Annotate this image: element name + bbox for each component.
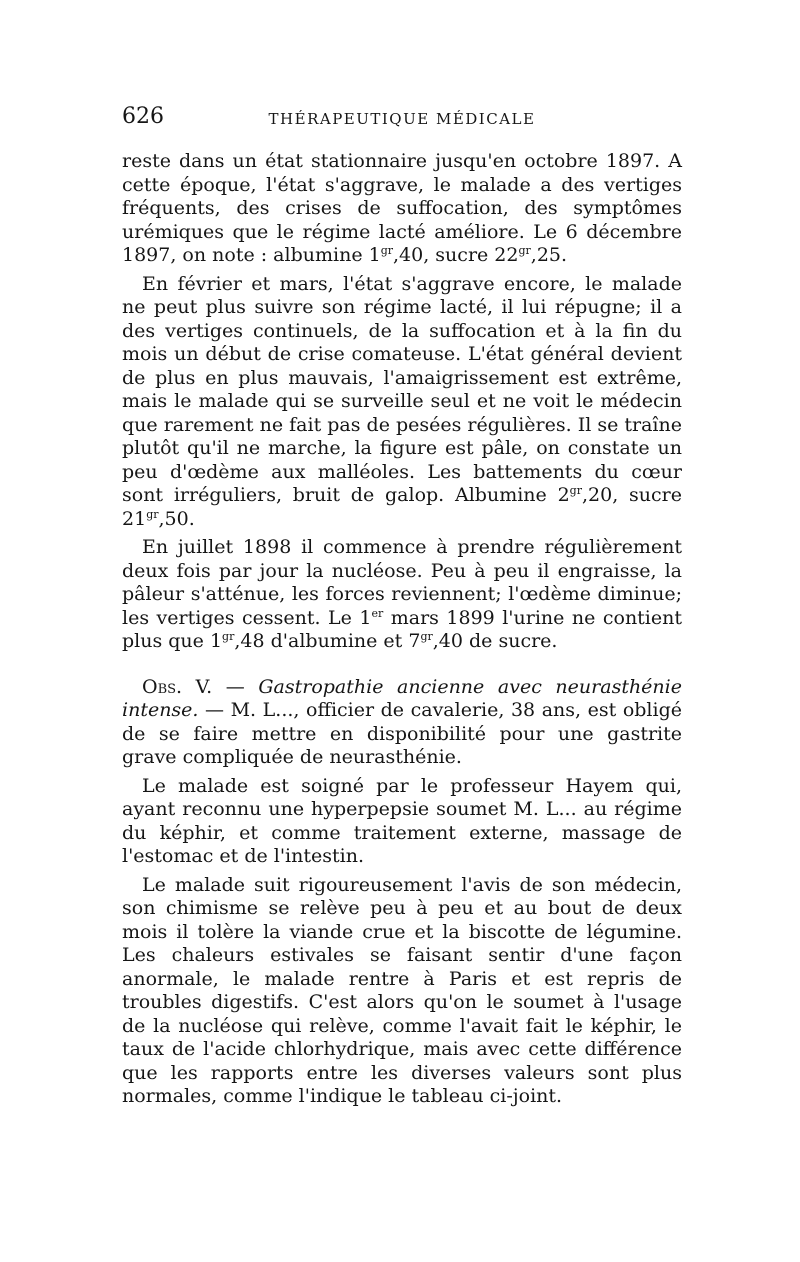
page-number: 626 (122, 104, 164, 129)
superscript: gr (420, 630, 433, 643)
superscript: gr (380, 244, 394, 257)
text-run: ,40 de sucre. (432, 630, 558, 652)
text-run: ,20, sucre 21 (122, 484, 682, 530)
text-run: ,40, sucre 22 (393, 244, 519, 266)
running-title: THÉRAPEUTIQUE MÉDICALE (268, 110, 536, 128)
body-text (122, 150, 682, 1109)
text-run: — M. L..., officier de cavalerie, 38 ans, est obligé de se faire mettre en disponibilité pour une gastrite grave compliquée de neurasthénie. (122, 699, 682, 768)
superscript: gr (146, 507, 159, 521)
text-run: mars 1899 l'urine ne contient plus que 1 (122, 606, 683, 652)
superscript: gr (569, 484, 582, 497)
text-run: reste dans un état stationnaire jusqu'en octobre 1897. A cette époque, l'état s'aggrave, le malade a des vertiges fréquents, des crises de suffocation, des symptômes urémiques que le régime lacté améliore. Le 6 décembre 1897, on note : albumine 1 (122, 150, 682, 266)
text-run: ,25. (530, 244, 568, 266)
text-run: — (212, 675, 259, 698)
observation-heading-paragraph (122, 676, 682, 770)
observation-title: Gastropathie ancienne avec neurasthénie intense. (122, 675, 682, 721)
paragraph-2 (122, 273, 682, 532)
paragraph-5: Le malade est soigné par le professeur Hayem qui, ayant reconnu une hyperpepsie soumet M. L... au régime du képhir, et comme traitement externe, massage de l'estomac et de l'intestin. (122, 774, 682, 867)
superscript: er (371, 606, 384, 620)
text-run: En février et mars, l'état s'aggrave encore, le malade ne peut plus suivre son régime lacté, il lui répugne; il a des vertiges continuels, de la suffocation et à la fin du mois un début de crise comateuse. L'état général devient de plus en plus mauvais, l'amaigrissement est extrême, mais le malade qui se surveille seul et ne voit le médecin que rarement ne fait pas de pesées régulières. Il se traîne plutôt qu'il ne marche, la figure est pâle, on constate un peu d'œdème aux malléoles. Les battements du cœur sont irréguliers, bruit de galop. Albumine 2 (122, 272, 682, 506)
paragraph-3 (122, 536, 682, 654)
text-run: ,48 d'albumine et 7 (234, 630, 421, 652)
superscript: gr (518, 244, 531, 257)
text-run: ,50. (158, 507, 195, 530)
page-header (122, 104, 682, 134)
superscript: gr (222, 630, 235, 643)
paragraph-1 (122, 150, 682, 268)
observation-label: Obs. V. (142, 675, 213, 698)
paragraph-6: Le malade suit rigoureusement l'avis de son médecin, son chimisme se relève peu à peu et au bout de deux mois il tolère la viande crue et la biscotte de légumine. Les chaleurs estivales se faisant sentir d'une façon anormale, le malade rentre à Paris et est repris de troubles digestifs. C'est alors qu'on le soumet à l'usage de la nucléose qui relève, comme l'avait fait le képhir, le taux de l'acide chlorhydrique, mais avec cette différence que les rapports entre les diverses valeurs sont plus normales, comme l'indique le tableau ci-joint. (122, 873, 682, 1107)
text-run: En juillet 1898 il commence à prendre régulièrement deux fois par jour la nucléose. Peu à peu il engraisse, la pâleur s'atténue, les forces reviennent; l'œdème diminue; les vertiges cessent. Le 1 (122, 536, 682, 629)
